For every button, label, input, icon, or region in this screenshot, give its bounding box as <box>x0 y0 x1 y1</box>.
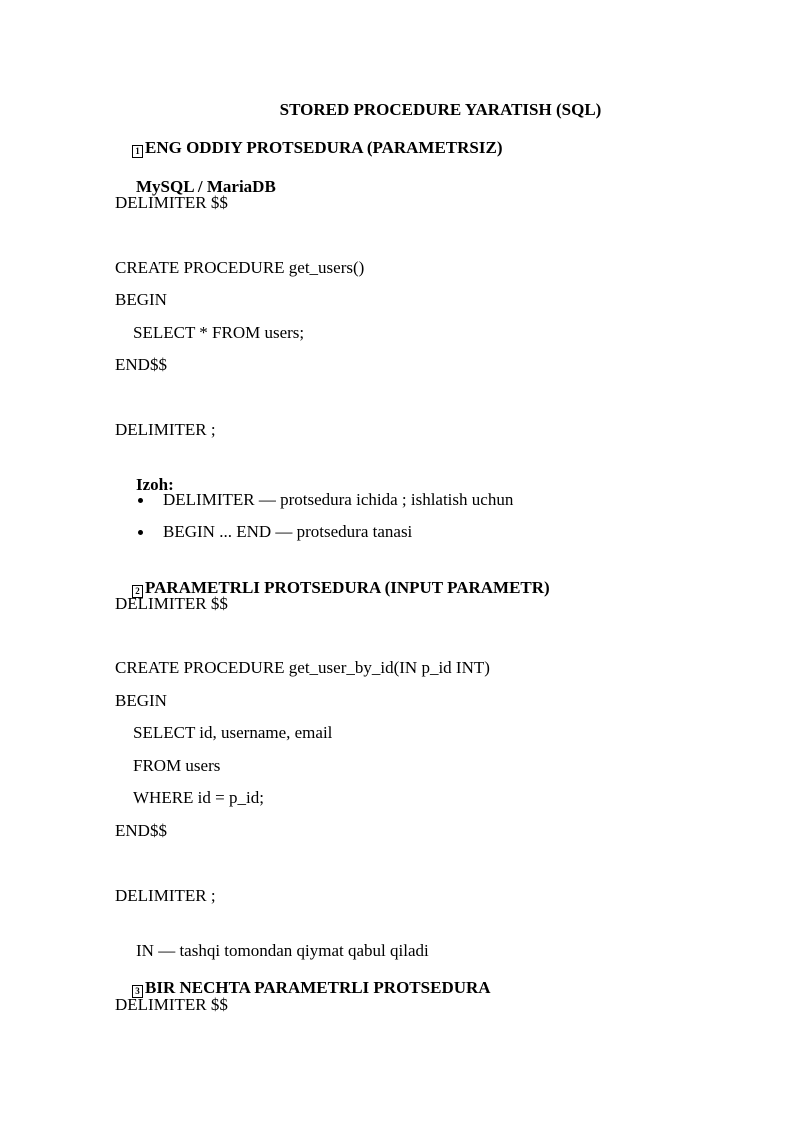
code-line: FROM users <box>133 756 221 775</box>
number-2-icon: 2 <box>132 585 143 598</box>
code-line: END$$ <box>115 821 167 840</box>
page-title-text: STORED PROCEDURE YARATISH (SQL) <box>279 100 602 119</box>
section-1-subheading-text: MySQL / MariaDB <box>136 177 276 196</box>
code-line: DELIMITER ; <box>115 886 216 905</box>
code-line: SELECT id, username, email <box>133 723 333 742</box>
code-line: END$$ <box>115 355 167 374</box>
section-2-heading-text: PARAMETRLI PROTSEDURA (INPUT PARAMETR) <box>145 578 550 597</box>
code-line: CREATE PROCEDURE get_user_by_id(IN p_id INT) <box>115 658 490 677</box>
number-3-icon: 3 <box>132 985 143 998</box>
code-line: BEGIN <box>115 691 167 710</box>
code-line: DELIMITER $$ <box>115 995 228 1014</box>
section-3-heading-text: BIR NECHTA PARAMETRLI PROTSEDURA <box>145 978 491 997</box>
section-2-note-text: IN — tashqi tomondan qiymat qabul qiladi <box>136 941 429 960</box>
bullet-icon <box>138 498 143 503</box>
number-1-icon: 1 <box>132 145 143 158</box>
code-line: WHERE id = p_id; <box>133 788 264 807</box>
bullet-icon <box>138 530 143 535</box>
note-label-text: Izoh: <box>136 475 174 494</box>
list-item: BEGIN ... END — protsedura tanasi <box>163 522 413 541</box>
code-line: DELIMITER ; <box>115 420 216 439</box>
code-line: CREATE PROCEDURE get_users() <box>115 258 365 277</box>
code-line: BEGIN <box>115 290 167 309</box>
code-line: DELIMITER $$ <box>115 193 228 212</box>
section-1-heading-text: ENG ODDIY PROTSEDURA (PARAMETRSIZ) <box>145 138 503 157</box>
code-line: SELECT * FROM users; <box>133 323 305 342</box>
code-line: DELIMITER $$ <box>115 594 228 613</box>
list-item: DELIMITER — protsedura ichida ; ishlatish uchun <box>163 490 514 509</box>
